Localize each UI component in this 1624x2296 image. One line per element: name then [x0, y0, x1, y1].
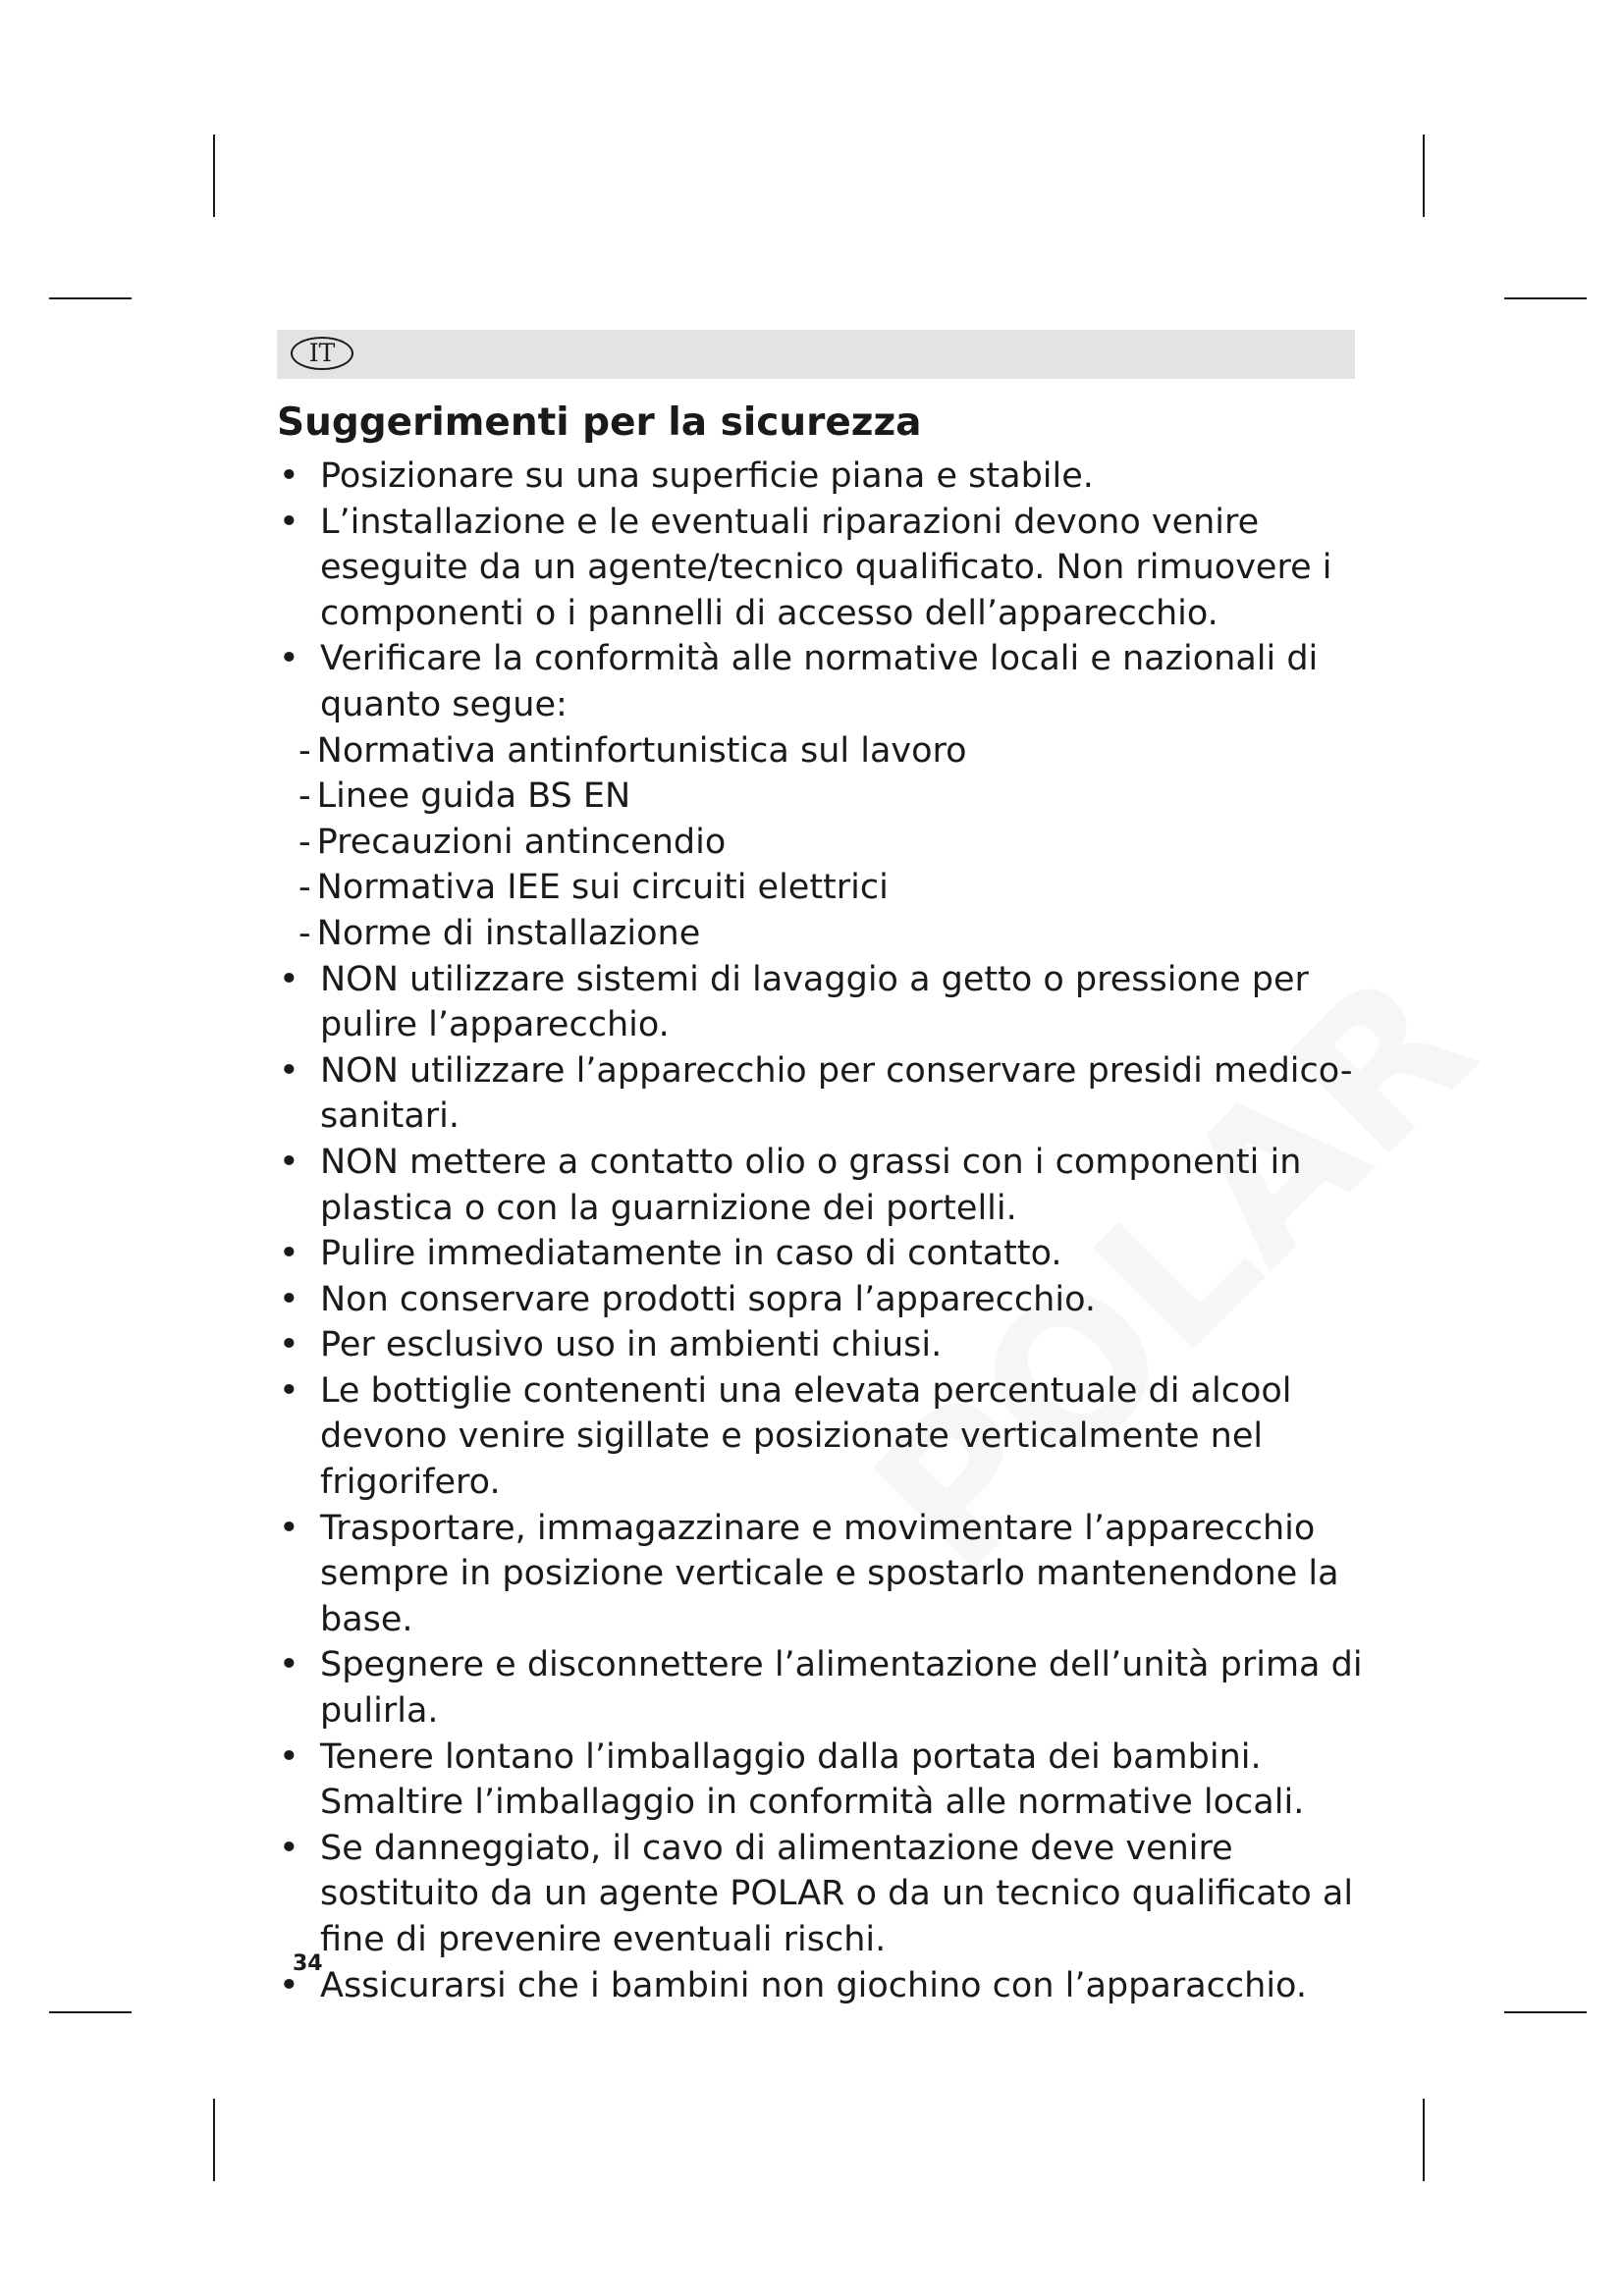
list-item [277, 957, 1367, 1048]
list-item-text: NON utilizzare l’apparecchio per conservare presidi medico-sanitari. [320, 1050, 1353, 1137]
language-badge: IT [291, 337, 353, 370]
crop-mark-upper-right [1504, 297, 1587, 299]
list-item-text: Pulire immediatamente in caso di contatto. [320, 1234, 1062, 1274]
list-item-text: Normativa antinfortunistica sul lavoro [316, 730, 967, 771]
list-item [277, 636, 1367, 727]
crop-mark-lower-right [1504, 2011, 1587, 2013]
list-item-text: Trasportare, immagazzinare e movimentare l’apparecchio sempre in posizione verticale e spostarlo mantenendone la base. [320, 1508, 1339, 1639]
list-item [277, 1368, 1367, 1506]
list-item [277, 1140, 1367, 1231]
list-item [277, 1642, 1367, 1734]
list-item-text: Le bottiglie contenenti una elevata percentuale di alcool devono venire sigillate e posizionate verticalmente nel frigorifero. [320, 1370, 1292, 1503]
list-item-text: Assicurarsi che i bambini non giochino con l’apparacchio. [320, 1965, 1307, 2005]
list-item-text: L’installazione e le eventuali riparazioni devono venire eseguite da un agente/tecnico qualificato. Non rimuovere i componenti o i pannelli di accesso dell’apparecchio. [320, 502, 1332, 633]
sub-list-item [277, 865, 1367, 911]
crop-mark-lower-left [49, 2011, 132, 2013]
dash-marker: - [298, 913, 311, 953]
list-item-text: Per esclusivo uso in ambienti chiusi. [320, 1325, 943, 1365]
list-item [277, 1231, 1367, 1277]
list-item [277, 1048, 1367, 1140]
crop-mark-bottom-right [1423, 2099, 1425, 2181]
list-item-text: Se danneggiato, il cavo di alimentazione deve venire sostituito da un agente POLAR o da un tecnico qualificato al fine di prevenire eventuali rischi. [320, 1828, 1354, 1959]
dash-marker: - [298, 868, 311, 908]
list-item-text: NON utilizzare sistemi di lavaggio a getto o pressione per pulire l’apparecchio. [320, 959, 1309, 1045]
crop-mark-top-right [1423, 134, 1425, 217]
list-item-text: Tenere lontano l’imballaggio dalla portata dei bambini. Smaltire l’imballaggio in conformità alle normative locali. [320, 1736, 1305, 1823]
list-item [277, 454, 1367, 500]
dash-marker: - [298, 822, 311, 862]
crop-mark-top-left [213, 134, 215, 217]
safety-list [277, 454, 1367, 2008]
list-item [277, 1506, 1367, 1643]
page-number: 34 [293, 1951, 323, 1976]
list-item [277, 1277, 1367, 1323]
list-item-text: Precauzioni antincendio [316, 822, 727, 862]
sub-list-item [277, 820, 1367, 866]
dash-marker: - [298, 776, 311, 817]
list-item-text: Norme di installazione [316, 913, 701, 953]
list-item-text: Non conservare prodotti sopra l’apparecchio. [320, 1279, 1096, 1319]
sub-list-item [277, 774, 1367, 820]
language-bar [277, 330, 1355, 379]
list-item [277, 1735, 1367, 1826]
safety-section [277, 395, 1367, 2008]
list-item-text: Spegnere e disconnettere l’alimentazione dell’unità prima di pulirla. [320, 1645, 1363, 1732]
crop-mark-upper-left [49, 297, 132, 299]
sub-list-item [277, 728, 1367, 774]
list-item [277, 1322, 1367, 1368]
list-item-text: Verificare la conformità alle normative locali e nazionali di quanto segue: [320, 639, 1319, 724]
section-title: Suggerimenti per la sicurezza [277, 400, 922, 445]
list-item [277, 1963, 1367, 2009]
sub-list-item [277, 911, 1367, 957]
list-item-text: Posizionare su una superficie piana e stabile. [320, 456, 1094, 496]
crop-mark-bottom-left [213, 2099, 215, 2181]
list-item-text: Linee guida BS EN [316, 776, 631, 817]
dash-marker: - [298, 730, 311, 771]
list-item-text: Normativa IEE sui circuiti elettrici [316, 868, 889, 908]
list-item [277, 500, 1367, 637]
list-item-text: NON mettere a contatto olio o grassi con i componenti in plastica o con la guarnizione dei portelli. [320, 1142, 1302, 1228]
list-item [277, 1826, 1367, 1963]
